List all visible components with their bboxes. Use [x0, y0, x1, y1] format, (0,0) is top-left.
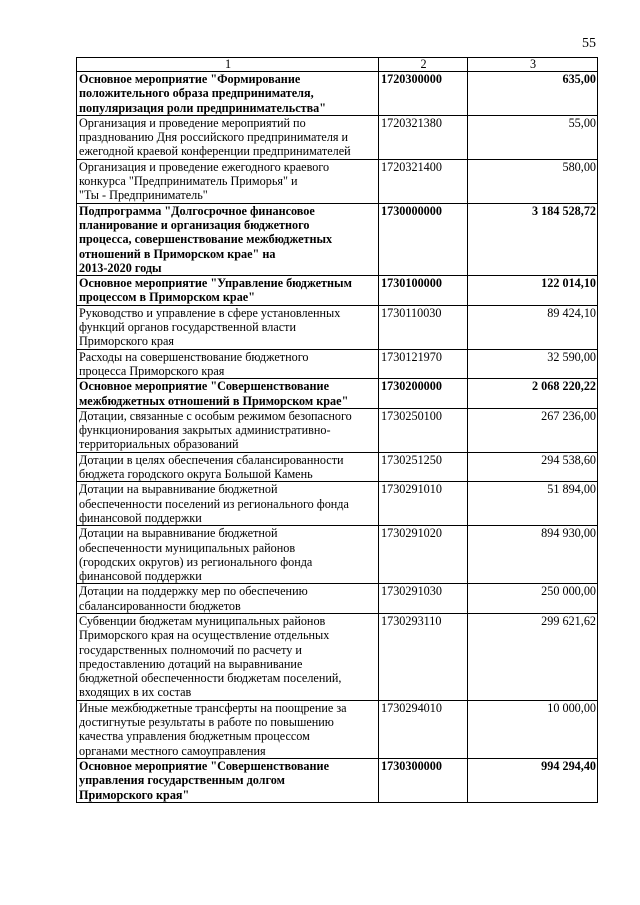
- row-description: [77, 482, 379, 526]
- row-amount: 635,00: [468, 72, 598, 116]
- description-line: Организация и проведение ежегодного краевого: [79, 159, 330, 174]
- row-code: 1720300000: [379, 72, 468, 116]
- description-line: планирование и организация бюджетного: [79, 217, 310, 232]
- description-line: 2013-2020 годы: [79, 260, 162, 275]
- description-line: Дотации, связанные с особым режимом безопасного: [79, 408, 352, 423]
- row-code: 1730291020: [379, 526, 468, 584]
- row-amount: 267 236,00: [468, 408, 598, 452]
- row-amount: 3 184 528,72: [468, 203, 598, 275]
- description-line: достигнутые результаты в работе по повышению: [79, 715, 334, 730]
- row-amount: 299 621,62: [468, 613, 598, 700]
- description-line: Приморского края: [79, 334, 174, 349]
- description-line: Иные межбюджетные трансферты на поощрение за: [79, 700, 347, 715]
- table-row: [77, 72, 598, 116]
- row-code: 1730100000: [379, 276, 468, 306]
- description-line: обеспеченности муниципальных районов: [79, 540, 296, 555]
- row-code: 1730300000: [379, 758, 468, 802]
- table-row: [77, 203, 598, 275]
- row-description: [77, 276, 379, 306]
- table-row: [77, 408, 598, 452]
- row-description: [77, 203, 379, 275]
- row-amount: 32 590,00: [468, 349, 598, 379]
- description-line: бюджетной обеспеченности бюджетам поселений,: [79, 671, 342, 686]
- row-description: [77, 700, 379, 758]
- description-line: функционирования закрытых административно-: [79, 423, 331, 438]
- row-description: [77, 115, 379, 159]
- row-amount: 294 538,60: [468, 452, 598, 482]
- description-line: процесса, совершенствование межбюджетных: [79, 232, 333, 247]
- description-line: (городских округов) из регионального фонда: [79, 554, 313, 569]
- description-line: межбюджетных отношений в Приморском крае": [79, 393, 349, 408]
- description-line: предоставлению дотаций на выравнивание: [79, 656, 303, 671]
- description-line: ежегодной краевой конференции предпринимателей: [79, 144, 351, 159]
- description-line: процесса Приморского края: [79, 363, 225, 378]
- description-line: Дотации на поддержку мер по обеспечению: [79, 584, 308, 599]
- row-description: [77, 408, 379, 452]
- description-line: бюджета городского округа Большой Камень: [79, 467, 313, 482]
- row-code: 1720321380: [379, 115, 468, 159]
- row-amount: 250 000,00: [468, 584, 598, 614]
- row-code: 1730250100: [379, 408, 468, 452]
- table-body: [77, 72, 598, 803]
- row-code: 1730291030: [379, 584, 468, 614]
- row-description: [77, 379, 379, 409]
- row-amount: 51 894,00: [468, 482, 598, 526]
- table-row: [77, 276, 598, 306]
- row-amount: 10 000,00: [468, 700, 598, 758]
- row-code: 1730251250: [379, 452, 468, 482]
- row-description: [77, 584, 379, 614]
- description-line: положительного образа предпринимателя,: [79, 86, 314, 101]
- table-row: [77, 349, 598, 379]
- description-line: Подпрограмма "Долгосрочное финансовое: [79, 203, 315, 218]
- description-line: Дотации на выравнивание бюджетной: [79, 526, 278, 541]
- row-description: [77, 613, 379, 700]
- table-row: [77, 758, 598, 802]
- row-amount: 2 068 220,22: [468, 379, 598, 409]
- table-row: [77, 452, 598, 482]
- description-line: качества управления бюджетным процессом: [79, 729, 310, 744]
- row-amount: 994 294,40: [468, 758, 598, 802]
- page-number: 55: [582, 36, 596, 51]
- description-line: финансовой поддержки: [79, 510, 202, 525]
- description-line: органами местного самоуправления: [79, 743, 266, 758]
- description-line: обеспеченности поселений из регионального фонда: [79, 496, 349, 511]
- row-description: [77, 159, 379, 203]
- row-code: 1720321400: [379, 159, 468, 203]
- description-line: отношений в Приморском крае" на: [79, 246, 276, 261]
- row-description: [77, 349, 379, 379]
- description-line: Приморского края на осуществление отдельных: [79, 628, 330, 643]
- table-header-row: [77, 58, 598, 72]
- row-amount: 89 424,10: [468, 305, 598, 349]
- row-code: 1730110030: [379, 305, 468, 349]
- description-line: процессом в Приморском крае": [79, 290, 255, 305]
- description-line: Расходы на совершенствование бюджетного: [79, 349, 309, 364]
- row-description: [77, 526, 379, 584]
- description-line: входящих в их состав: [79, 685, 192, 700]
- table-row: [77, 482, 598, 526]
- description-line: Дотации в целях обеспечения сбалансированности: [79, 452, 344, 467]
- description-line: финансовой поддержки: [79, 569, 202, 584]
- description-line: Руководство и управление в сфере установленных: [79, 305, 341, 320]
- column-header-3: 3: [468, 58, 598, 72]
- table-row: [77, 159, 598, 203]
- description-line: Основное мероприятие "Совершенствование: [79, 758, 329, 773]
- table-row: [77, 115, 598, 159]
- row-amount: 122 014,10: [468, 276, 598, 306]
- row-code: 1730294010: [379, 700, 468, 758]
- row-code: 1730000000: [379, 203, 468, 275]
- description-line: Основное мероприятие "Совершенствование: [79, 379, 329, 394]
- description-line: Субвенции бюджетам муниципальных районов: [79, 613, 326, 628]
- table-row: [77, 584, 598, 614]
- column-header-1: 1: [77, 58, 379, 72]
- description-line: Организация и проведение мероприятий по: [79, 115, 306, 130]
- table-row: [77, 700, 598, 758]
- description-line: территориальных образований: [79, 437, 239, 452]
- description-line: Основное мероприятие "Управление бюджетным: [79, 276, 352, 291]
- description-line: Приморского края": [79, 787, 190, 802]
- description-line: популяризация роли предпринимательства": [79, 100, 327, 115]
- table-row: [77, 379, 598, 409]
- row-description: [77, 758, 379, 802]
- table-row: [77, 526, 598, 584]
- description-line: сбалансированности бюджетов: [79, 598, 241, 613]
- row-code: 1730200000: [379, 379, 468, 409]
- column-header-2: 2: [379, 58, 468, 72]
- description-line: государственных полномочий по расчету и: [79, 642, 302, 657]
- budget-table: [76, 57, 598, 803]
- table-row: [77, 613, 598, 700]
- description-line: Дотации на выравнивание бюджетной: [79, 482, 278, 497]
- description-line: "Ты - Предприниматель": [79, 188, 208, 203]
- row-description: [77, 452, 379, 482]
- row-amount: 580,00: [468, 159, 598, 203]
- description-line: управления государственным долгом: [79, 773, 285, 788]
- row-amount: 55,00: [468, 115, 598, 159]
- row-description: [77, 72, 379, 116]
- description-line: функций органов государственной власти: [79, 320, 297, 335]
- description-line: конкурса "Предприниматель Приморья" и: [79, 174, 298, 189]
- row-code: 1730293110: [379, 613, 468, 700]
- row-code: 1730121970: [379, 349, 468, 379]
- row-amount: 894 930,00: [468, 526, 598, 584]
- table-row: [77, 305, 598, 349]
- row-code: 1730291010: [379, 482, 468, 526]
- row-description: [77, 305, 379, 349]
- description-line: Основное мероприятие "Формирование: [79, 72, 301, 86]
- description-line: празднованию Дня российского предпринимателя и: [79, 130, 349, 145]
